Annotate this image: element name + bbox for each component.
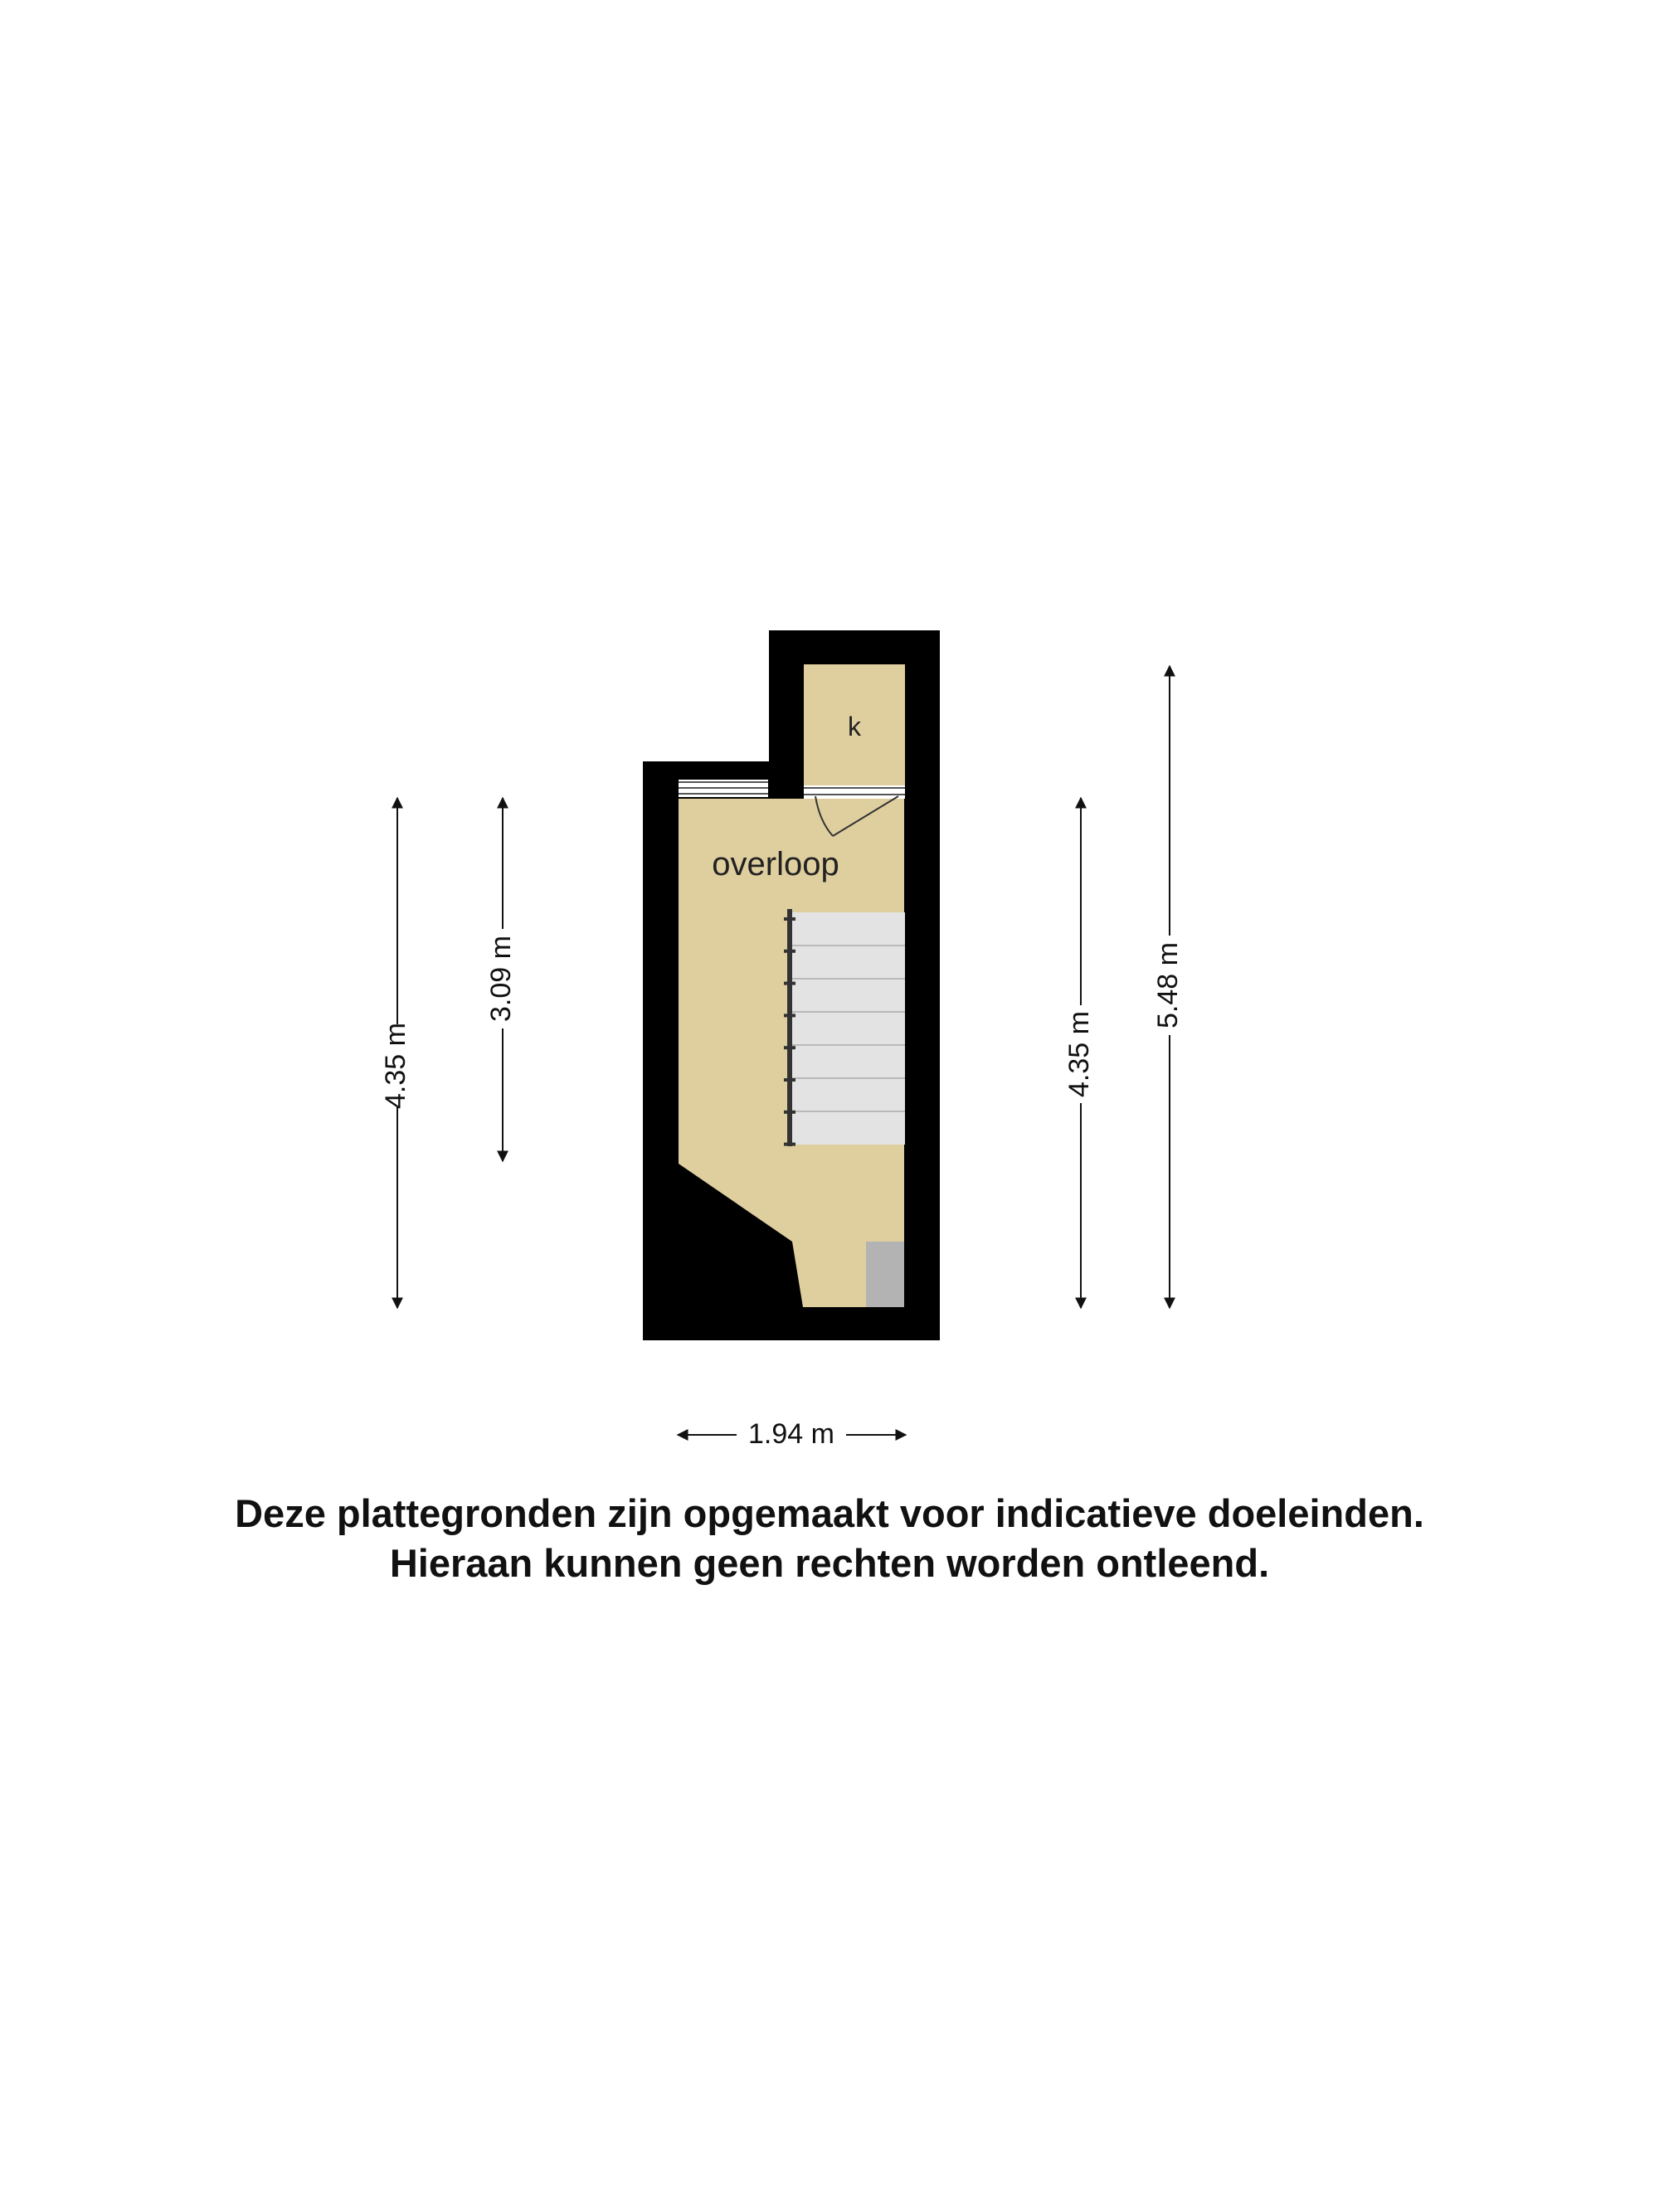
disclaimer [0, 1489, 1659, 1588]
dimension-label: 5.48 m [1151, 942, 1184, 1028]
disclaimer-line-2: Hieraan kunnen geen rechten worden ontleend. [389, 1541, 1270, 1585]
dimension-bottom-width [678, 1418, 906, 1450]
dimension-right-outer [1152, 666, 1184, 1308]
dimension-right-inner [1063, 798, 1095, 1308]
room-label-overloop: overloop [712, 846, 839, 882]
window-top-left [679, 780, 768, 797]
dimension-left-inner [485, 798, 517, 1161]
dimension-label: 4.35 m [379, 1023, 411, 1109]
dimension-label: 4.35 m [1063, 1011, 1095, 1097]
disclaimer-line-1: Deze plattegronden zijn opgemaakt voor indicatieve doeleinden. [235, 1491, 1424, 1535]
room-label-kast: k [848, 712, 861, 741]
fixture-bottom-right [866, 1242, 904, 1307]
dimension-label: 1.94 m [748, 1417, 834, 1450]
stairs-treads [792, 912, 905, 1145]
stairs [784, 909, 905, 1146]
dimension-left-outer [380, 798, 411, 1308]
dimension-label: 3.09 m [484, 936, 517, 1022]
